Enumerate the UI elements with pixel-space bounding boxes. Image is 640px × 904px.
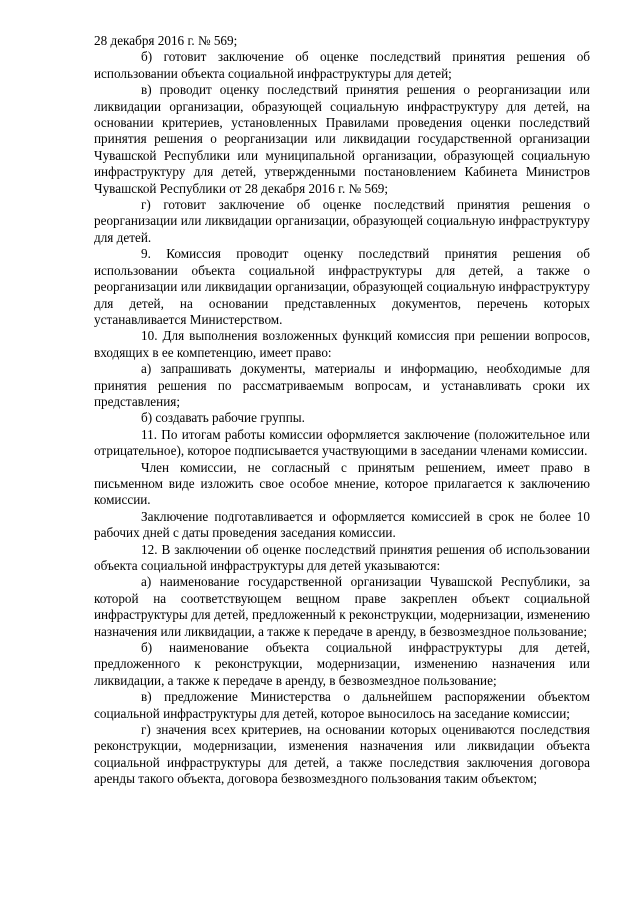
paragraph-item-b: б) готовит заключение об оценке последствий принятия решения об использовании объекта социальной инфраструктуры для детей; bbox=[94, 49, 590, 81]
paragraph-clause-12-item-g: г) значения всех критериев, на основании которых оцениваются последствия реконструкции, модернизации, изменения назначения или ликвидации объекта социальной инфраструктуры для детей, а также последствия заключения договора аренды такого объекта, договора безвозмездного пользования таким объектом; bbox=[94, 722, 590, 787]
paragraph-clause-12-item-v: в) предложение Министерства о дальнейшем распоряжении объектом социальной инфраструктуры для детей, которое выносилось на заседание комиссии; bbox=[94, 689, 590, 721]
paragraph-clause-10-item-a: а) запрашивать документы, материалы и информацию, необходимые для принятия решения по рассматриваемым вопросам, и устанавливать сроки их представления; bbox=[94, 361, 590, 409]
paragraph-clause-11-dissent: Член комиссии, не согласный с принятым решением, имеет право в письменном виде изложить свое особое мнение, которое прилагается к заключению комиссии. bbox=[94, 459, 590, 508]
paragraph-continuation: 28 декабря 2016 г. № 569; bbox=[94, 33, 238, 48]
paragraph-clause-11: 11. По итогам работы комиссии оформляется заключение (положительное или отрицательное), которое подписывается участвующими в заседании членами комиссии. bbox=[94, 426, 590, 459]
paragraph-clause-12: 12. В заключении об оценке последствий принятия решения об использовании объекта социальной инфраструктуры для детей указываются: bbox=[94, 541, 590, 573]
paragraph-item-v: в) проводит оценку последствий принятия решения о реорганизации или ликвидации организации, образующей социальную инфраструктуру для детей, на основании критериев, установленных Правилами проведения оценки последствий принятия решения о реорганизации или ликвидации государственной организации Чувашской Республики или муниципальной организации, образующей социальную инфраструктуру для детей, утвержденными постановлением Кабинета Министров Чувашской Республики от 28 декабря 2016 г. № 569; bbox=[94, 82, 590, 196]
paragraph-clause-12-item-a: а) наименование государственной организации Чувашской Республики, за которой на соответствующем вещном праве закреплен объект социальной инфраструктуры для детей, предложенный к реконструкции, модернизации, изменению назначения или ликвидации, а также к передаче в аренду, в безвозмездное пользование; bbox=[94, 574, 590, 639]
paragraph-clause-11-deadline: Заключение подготавливается и оформляется комиссией в срок не более 10 рабочих дней с даты проведения заседания комиссии. bbox=[94, 508, 590, 541]
paragraph-clause-10-item-b: б) создавать рабочие группы. bbox=[141, 410, 305, 426]
paragraph-clause-12-item-b: б) наименование объекта социальной инфраструктуры для детей, предложенного к реконструкции, модернизации, изменению назначения или ликвидации, а также к передаче в аренду, в безвозмездное пользование; bbox=[94, 640, 590, 688]
paragraph-clause-9: 9. Комиссия проводит оценку последствий принятия решения об использовании объекта социальной инфраструктуры для детей, а также о реорганизации или ликвидации организации, образующей социальную инфраструктуру для детей, на основании представленных документов, перечень которых устанавливается Министерством. bbox=[94, 246, 590, 327]
paragraph-item-g: г) готовит заключение об оценке последствий принятия решения о реорганизации или ликвидации организации, образующей социальную инфраструктуру для детей. bbox=[94, 197, 590, 245]
paragraph-clause-10: 10. Для выполнения возложенных функций комиссия при решении вопросов, входящих в ее компетенцию, имеет право: bbox=[94, 328, 590, 360]
